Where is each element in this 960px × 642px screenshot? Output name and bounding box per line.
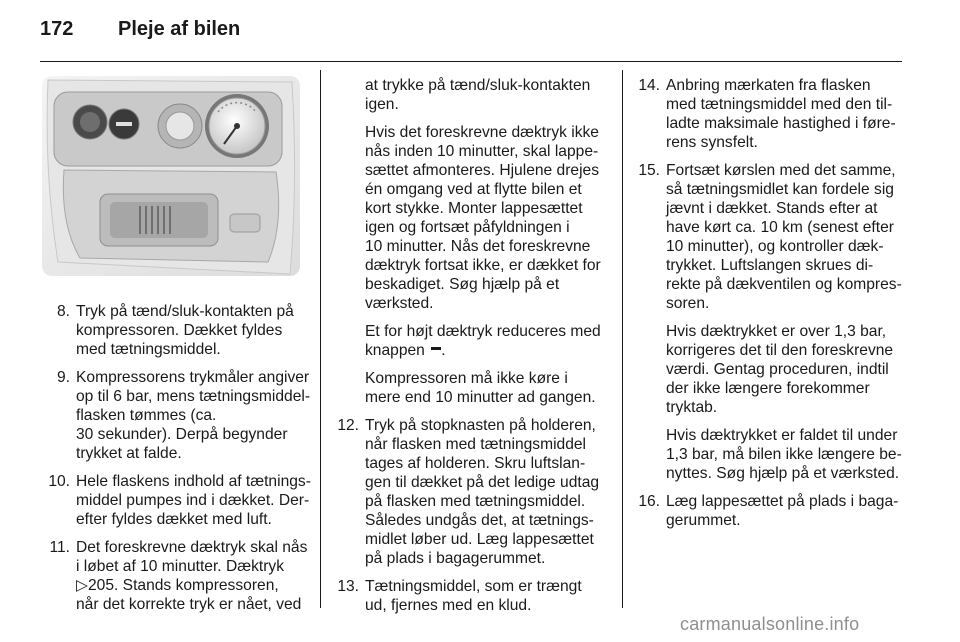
text-line: midlet løber ud. Læg lappesættet <box>365 531 594 548</box>
page-number: 172 <box>40 18 74 40</box>
text-line: tages af holderen. Skru luftslan- <box>365 455 586 472</box>
text-line: trykket at falde. <box>76 445 182 462</box>
column-2 <box>327 76 604 624</box>
text-line: middel pumpes ind i dækket. Der- <box>76 492 310 509</box>
step-number: 14. <box>638 77 660 94</box>
step-number: 13. <box>337 578 359 595</box>
text-line: Hele flaskens indhold af tætnings- <box>76 473 311 490</box>
step-11-continued <box>327 76 604 114</box>
text-line: beskadiget. Søg hjælp på et <box>365 276 560 293</box>
text-line: nås inden 10 minutter, skal lappe- <box>365 143 599 160</box>
text-line: dæktryk fortsat ikke, er dækket for <box>365 257 601 274</box>
cross-reference-link[interactable]: 205. Stands kompressoren, <box>88 577 279 594</box>
text-line: 10 minutter. Nås det foreskrevne <box>365 238 591 255</box>
text-line: når flasken med tætningsmiddel <box>365 436 587 453</box>
step-16 <box>628 492 904 530</box>
step-15 <box>628 161 904 313</box>
text-line: nyttes. Søg hjælp på et værksted. <box>666 465 900 482</box>
text-line: ud, fjernes med en klud. <box>365 597 532 614</box>
step-number: 12. <box>337 417 359 434</box>
step-number: 11. <box>49 539 70 556</box>
text-line: i løbet af 10 minutter. Dæktryk <box>76 558 284 575</box>
text-line <box>76 576 306 595</box>
paragraph <box>628 322 904 417</box>
column-divider-1 <box>320 70 321 608</box>
text-line: igen og fortsæt påfyldningen i <box>365 219 570 236</box>
step-number: 16. <box>638 493 660 510</box>
paragraph <box>327 369 604 407</box>
step-9 <box>38 368 311 463</box>
text-line: trykket. Luftslangen skrues di- <box>666 257 874 274</box>
step-11 <box>38 538 306 614</box>
step-number: 8. <box>56 303 70 320</box>
text-line: mere end 10 minutter ad gangen. <box>365 389 596 406</box>
text-line: rekte på dækventilen og kompres- <box>666 276 902 293</box>
text-line: Anbring mærkaten fra flasken <box>666 77 871 94</box>
text-line: på plads i bagagerummet. <box>365 550 546 567</box>
text-line: at trykke på tænd/sluk-kontakten <box>365 77 591 94</box>
text-line <box>365 341 604 360</box>
text-line: på flasken med tætningsmiddel. <box>365 493 586 510</box>
text-line: soren. <box>666 295 710 312</box>
text-line: Kompressoren må ikke køre i <box>365 370 568 387</box>
text-line: efter fyldes dækket med luft. <box>76 511 272 528</box>
column-3 <box>628 76 904 539</box>
column-divider-2 <box>622 70 623 608</box>
text-line: 30 sekunder). Derpå begynder <box>76 426 288 443</box>
text-fragment: knappen <box>365 342 425 359</box>
page-title: Pleje af bilen <box>118 18 241 40</box>
text-line: Tætningsmiddel, som er trængt <box>365 578 582 595</box>
column-1 <box>38 302 311 623</box>
page-header <box>40 18 240 48</box>
text-line: jævnt i dækket. Stands efter at <box>666 200 878 217</box>
text-line: med tætningsmiddel med den til- <box>666 96 893 113</box>
text-line: så tætningsmidlet kan fordele sig <box>666 181 894 198</box>
text-line: Hvis det foreskrevne dæktryk ikke <box>365 124 599 141</box>
text-fragment: . <box>441 342 446 359</box>
text-line: Hvis dæktrykket er faldet til under <box>666 427 898 444</box>
text-line: rens synsfelt. <box>666 134 758 151</box>
text-line: flasken tømmes (ca. <box>76 407 217 424</box>
text-line: Læg lappesættet på plads i baga- <box>666 493 899 510</box>
compressor-illustration <box>40 74 302 286</box>
text-line: Fortsæt kørslen med det samme, <box>666 162 896 179</box>
text-line: Således undgås det, at tætnings- <box>365 512 594 529</box>
text-line: når det korrekte tryk er nået, ved <box>76 596 302 613</box>
text-line: med tætningsmiddel. <box>76 341 221 358</box>
text-line: 1,3 bar, må bilen ikke længere be- <box>666 446 902 463</box>
cross-reference-arrow-icon: ▷ <box>76 577 88 594</box>
step-12 <box>327 416 604 568</box>
minus-button-icon <box>431 347 441 350</box>
text-line: igen. <box>365 96 399 113</box>
text-line: værdi. Gentag proceduren, indtil <box>666 361 889 378</box>
paragraph <box>327 123 604 313</box>
watermark: carmanualsonline.info <box>680 614 860 634</box>
step-number: 10. <box>48 473 70 490</box>
text-line: der ikke længere forekommer <box>666 380 870 397</box>
text-line: gerummet. <box>666 512 741 529</box>
text-line: korrigeres det til den foreskrevne <box>666 342 894 359</box>
text-line: Tryk på stopknasten på holderen, <box>365 417 596 434</box>
text-line: Hvis dæktrykket er over 1,3 bar, <box>666 323 887 340</box>
step-8 <box>38 302 306 359</box>
step-14 <box>628 76 904 152</box>
paragraph <box>628 426 904 483</box>
text-line: gen til dækket på det ledige udtag <box>365 474 600 491</box>
header-rule <box>40 61 902 62</box>
text-line: tryktab. <box>666 399 718 416</box>
paragraph <box>327 322 604 360</box>
text-line: Det foreskrevne dæktryk skal nås <box>76 539 308 556</box>
step-number: 9. <box>56 369 70 386</box>
step-13 <box>327 577 604 615</box>
step-10 <box>38 472 311 529</box>
text-line: sættet afmonteres. Hjulene drejes <box>365 162 600 179</box>
text-line: op til 6 bar, mens tætningsmiddel- <box>76 388 311 405</box>
text-line: Et for højt dæktryk reduceres med <box>365 323 601 340</box>
text-line: Kompressorens trykmåler angiver <box>76 369 310 386</box>
text-line: værksted. <box>365 295 434 312</box>
text-line: kort stykke. Monter lappesættet <box>365 200 583 217</box>
text-line: Tryk på tænd/sluk-kontakten på <box>76 303 294 320</box>
text-line: ladte maksimale hastighed i føre- <box>666 115 896 132</box>
text-line: kompressoren. Dækket fyldes <box>76 322 283 339</box>
text-line: 10 minutter), og kontroller dæk- <box>666 238 884 255</box>
text-line: én omgang ved at flytte bilen et <box>365 181 582 198</box>
step-number: 15. <box>638 162 660 179</box>
text-line: have kørt ca. 10 km (senest efter <box>666 219 894 236</box>
